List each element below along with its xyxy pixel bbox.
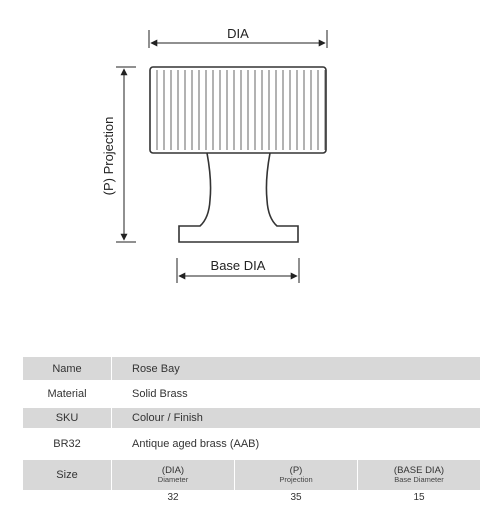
- size-column-projection: [234, 460, 357, 490]
- size-column-dia: [112, 460, 234, 490]
- knob-head-ribs: [157, 70, 325, 150]
- spec-row-sku-value: [23, 429, 480, 460]
- size-value-projection: 35: [234, 491, 357, 505]
- projection-label: (P) Projection: [101, 116, 116, 196]
- size-value-dia: 32: [167, 492, 179, 503]
- spec-row-sku-header: [23, 408, 480, 429]
- base-dia-dimension: [177, 258, 299, 283]
- dia-label: DIA: [227, 26, 249, 41]
- finish-key: Colour / Finish: [112, 408, 481, 429]
- material-key: Material: [23, 381, 112, 408]
- size-code: (BASE DIA): [393, 465, 445, 477]
- spec-row-name: [23, 357, 480, 381]
- material-value: Solid Brass: [112, 381, 481, 408]
- size-name: Projection: [279, 475, 313, 485]
- name-value: Rose Bay: [112, 357, 481, 381]
- base-dia-label: Base DIA: [210, 258, 266, 273]
- sku-value: BR32: [23, 429, 112, 460]
- spec-row-material: [23, 381, 480, 408]
- spec-row-size-values: [23, 491, 480, 506]
- size-column-base-dia: [357, 460, 480, 490]
- size-key: Size: [23, 460, 112, 491]
- dia-dimension: [149, 26, 327, 48]
- finish-value: Antique aged brass (AAB): [112, 429, 481, 460]
- projection-dimension: [101, 67, 136, 242]
- spec-table: [23, 357, 480, 506]
- size-columns: [112, 460, 481, 491]
- knob-head: [150, 67, 326, 153]
- sku-key: SKU: [23, 408, 112, 429]
- spec-row-size-header: [23, 460, 480, 491]
- size-name: Base Diameter: [394, 475, 444, 485]
- size-values: [112, 491, 481, 506]
- knob-stem: [179, 153, 298, 242]
- size-name: Diameter: [157, 475, 189, 485]
- size-value-base-dia: 15: [357, 491, 480, 505]
- name-key: Name: [23, 357, 112, 381]
- knob-outline: [150, 67, 326, 242]
- size-code: (DIA): [161, 465, 185, 477]
- size-code: (P): [289, 465, 303, 477]
